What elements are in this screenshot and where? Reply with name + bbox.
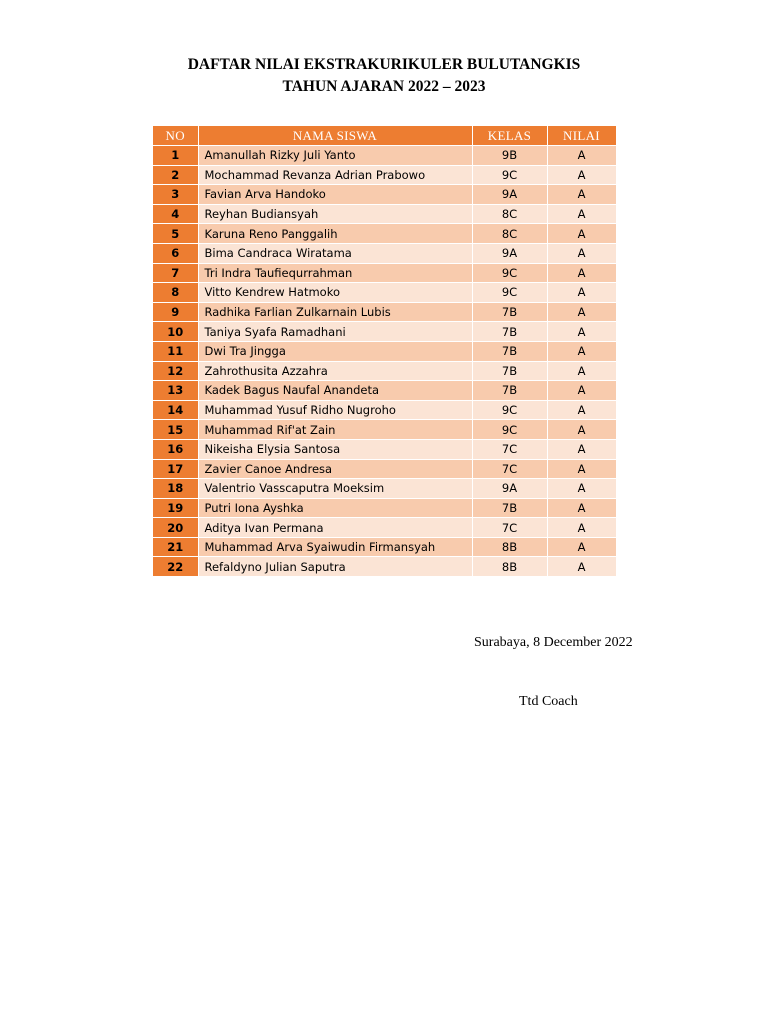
- student-class: 7C: [472, 439, 547, 459]
- table-row: [153, 341, 616, 361]
- student-name: Muhammad Rif'at Zain: [198, 420, 472, 440]
- row-number: 20: [153, 518, 198, 538]
- table-row: [153, 381, 616, 401]
- signature-label: Ttd Coach: [519, 694, 578, 709]
- table-row: [153, 537, 616, 557]
- student-grade: A: [547, 302, 616, 322]
- student-name: Zahrothusita Azzahra: [198, 361, 472, 381]
- student-grade: A: [547, 361, 616, 381]
- student-name: Favian Arva Handoko: [198, 185, 472, 205]
- row-number: 15: [153, 420, 198, 440]
- row-number: 9: [153, 302, 198, 322]
- student-grade: A: [547, 420, 616, 440]
- student-grade: A: [547, 381, 616, 401]
- student-class: 9B: [472, 146, 547, 166]
- table-row: [153, 498, 616, 518]
- title-line-1: DAFTAR NILAI EKSTRAKURIKULER BULUTANGKIS: [187, 56, 581, 73]
- student-name: Muhammad Arva Syaiwudin Firmansyah: [198, 537, 472, 557]
- table-row: [153, 283, 616, 303]
- student-class: 7B: [472, 361, 547, 381]
- student-class: 7B: [472, 302, 547, 322]
- student-class: 9C: [472, 420, 547, 440]
- header-row: [153, 126, 616, 146]
- student-grade: A: [547, 459, 616, 479]
- row-number: 8: [153, 283, 198, 303]
- student-class: 7B: [472, 498, 547, 518]
- row-number: 16: [153, 439, 198, 459]
- table-row: [153, 518, 616, 538]
- student-class: 9C: [472, 165, 547, 185]
- student-grade: A: [547, 146, 616, 166]
- row-number: 17: [153, 459, 198, 479]
- table-row: [153, 400, 616, 420]
- student-grade: A: [547, 243, 616, 263]
- student-class: 9C: [472, 400, 547, 420]
- student-name: Taniya Syafa Ramadhani: [198, 322, 472, 342]
- table-row: [153, 420, 616, 440]
- table-row: [153, 204, 616, 224]
- row-number: 19: [153, 498, 198, 518]
- title-line-2: TAHUN AJARAN 2022 – 2023: [282, 78, 486, 95]
- student-class: 9A: [472, 185, 547, 205]
- table-row: [153, 243, 616, 263]
- row-number: 14: [153, 400, 198, 420]
- student-class: 7B: [472, 381, 547, 401]
- student-class: 8B: [472, 537, 547, 557]
- student-name: Dwi Tra Jingga: [198, 341, 472, 361]
- student-class: 8C: [472, 204, 547, 224]
- student-name: Vitto Kendrew Hatmoko: [198, 283, 472, 303]
- table-row: [153, 165, 616, 185]
- document-title: [0, 54, 768, 98]
- header-kelas: KELAS: [472, 126, 547, 146]
- student-name: Kadek Bagus Naufal Anandeta: [198, 381, 472, 401]
- row-number: 5: [153, 224, 198, 244]
- student-name: Muhammad Yusuf Ridho Nugroho: [198, 400, 472, 420]
- row-number: 6: [153, 243, 198, 263]
- student-grade: A: [547, 185, 616, 205]
- student-class: 7C: [472, 518, 547, 538]
- row-number: 12: [153, 361, 198, 381]
- student-grade: A: [547, 518, 616, 538]
- row-number: 1: [153, 146, 198, 166]
- table-row: [153, 302, 616, 322]
- table-row: [153, 224, 616, 244]
- student-class: 7B: [472, 341, 547, 361]
- row-number: 11: [153, 341, 198, 361]
- student-grade: A: [547, 479, 616, 499]
- student-grade: A: [547, 204, 616, 224]
- student-class: 9A: [472, 243, 547, 263]
- student-grade: A: [547, 439, 616, 459]
- table-row: [153, 479, 616, 499]
- student-name: Karuna Reno Panggalih: [198, 224, 472, 244]
- student-class: 8B: [472, 557, 547, 576]
- student-name: Amanullah Rizky Juli Yanto: [198, 146, 472, 166]
- row-number: 4: [153, 204, 198, 224]
- student-grade: A: [547, 537, 616, 557]
- table-row: [153, 361, 616, 381]
- row-number: 13: [153, 381, 198, 401]
- student-name: Zavier Canoe Andresa: [198, 459, 472, 479]
- table-body: [153, 146, 616, 577]
- student-grade: A: [547, 341, 616, 361]
- row-number: 10: [153, 322, 198, 342]
- header-nilai: NILAI: [547, 126, 616, 146]
- student-name: Aditya Ivan Permana: [198, 518, 472, 538]
- row-number: 3: [153, 185, 198, 205]
- header-no: NO: [153, 126, 198, 146]
- row-number: 21: [153, 537, 198, 557]
- student-name: Bima Candraca Wiratama: [198, 243, 472, 263]
- table-row: [153, 322, 616, 342]
- row-number: 18: [153, 479, 198, 499]
- table-header: [153, 126, 616, 146]
- student-class: 9C: [472, 283, 547, 303]
- student-class: 9A: [472, 479, 547, 499]
- student-grade: A: [547, 283, 616, 303]
- student-name: Putri Iona Ayshka: [198, 498, 472, 518]
- scores-table: [153, 126, 617, 576]
- student-grade: A: [547, 224, 616, 244]
- student-class: 7B: [472, 322, 547, 342]
- table-row: [153, 439, 616, 459]
- row-number: 2: [153, 165, 198, 185]
- row-number: 22: [153, 557, 198, 576]
- table-row: [153, 263, 616, 283]
- student-name: Reyhan Budiansyah: [198, 204, 472, 224]
- table-row: [153, 146, 616, 166]
- place-date: Surabaya, 8 December 2022: [474, 635, 633, 650]
- table-row: [153, 459, 616, 479]
- student-name: Valentrio Vasscaputra Moeksim: [198, 479, 472, 499]
- student-class: 8C: [472, 224, 547, 244]
- header-name: NAMA SISWA: [198, 126, 472, 146]
- student-class: 7C: [472, 459, 547, 479]
- student-grade: A: [547, 263, 616, 283]
- student-class: 9C: [472, 263, 547, 283]
- student-grade: A: [547, 400, 616, 420]
- student-grade: A: [547, 322, 616, 342]
- student-grade: A: [547, 557, 616, 576]
- table-row: [153, 557, 616, 576]
- student-name: Mochammad Revanza Adrian Prabowo: [198, 165, 472, 185]
- student-grade: A: [547, 498, 616, 518]
- table-row: [153, 185, 616, 205]
- student-name: Radhika Farlian Zulkarnain Lubis: [198, 302, 472, 322]
- student-grade: A: [547, 165, 616, 185]
- student-name: Nikeisha Elysia Santosa: [198, 439, 472, 459]
- student-name: Refaldyno Julian Saputra: [198, 557, 472, 576]
- row-number: 7: [153, 263, 198, 283]
- student-name: Tri Indra Taufiequrrahman: [198, 263, 472, 283]
